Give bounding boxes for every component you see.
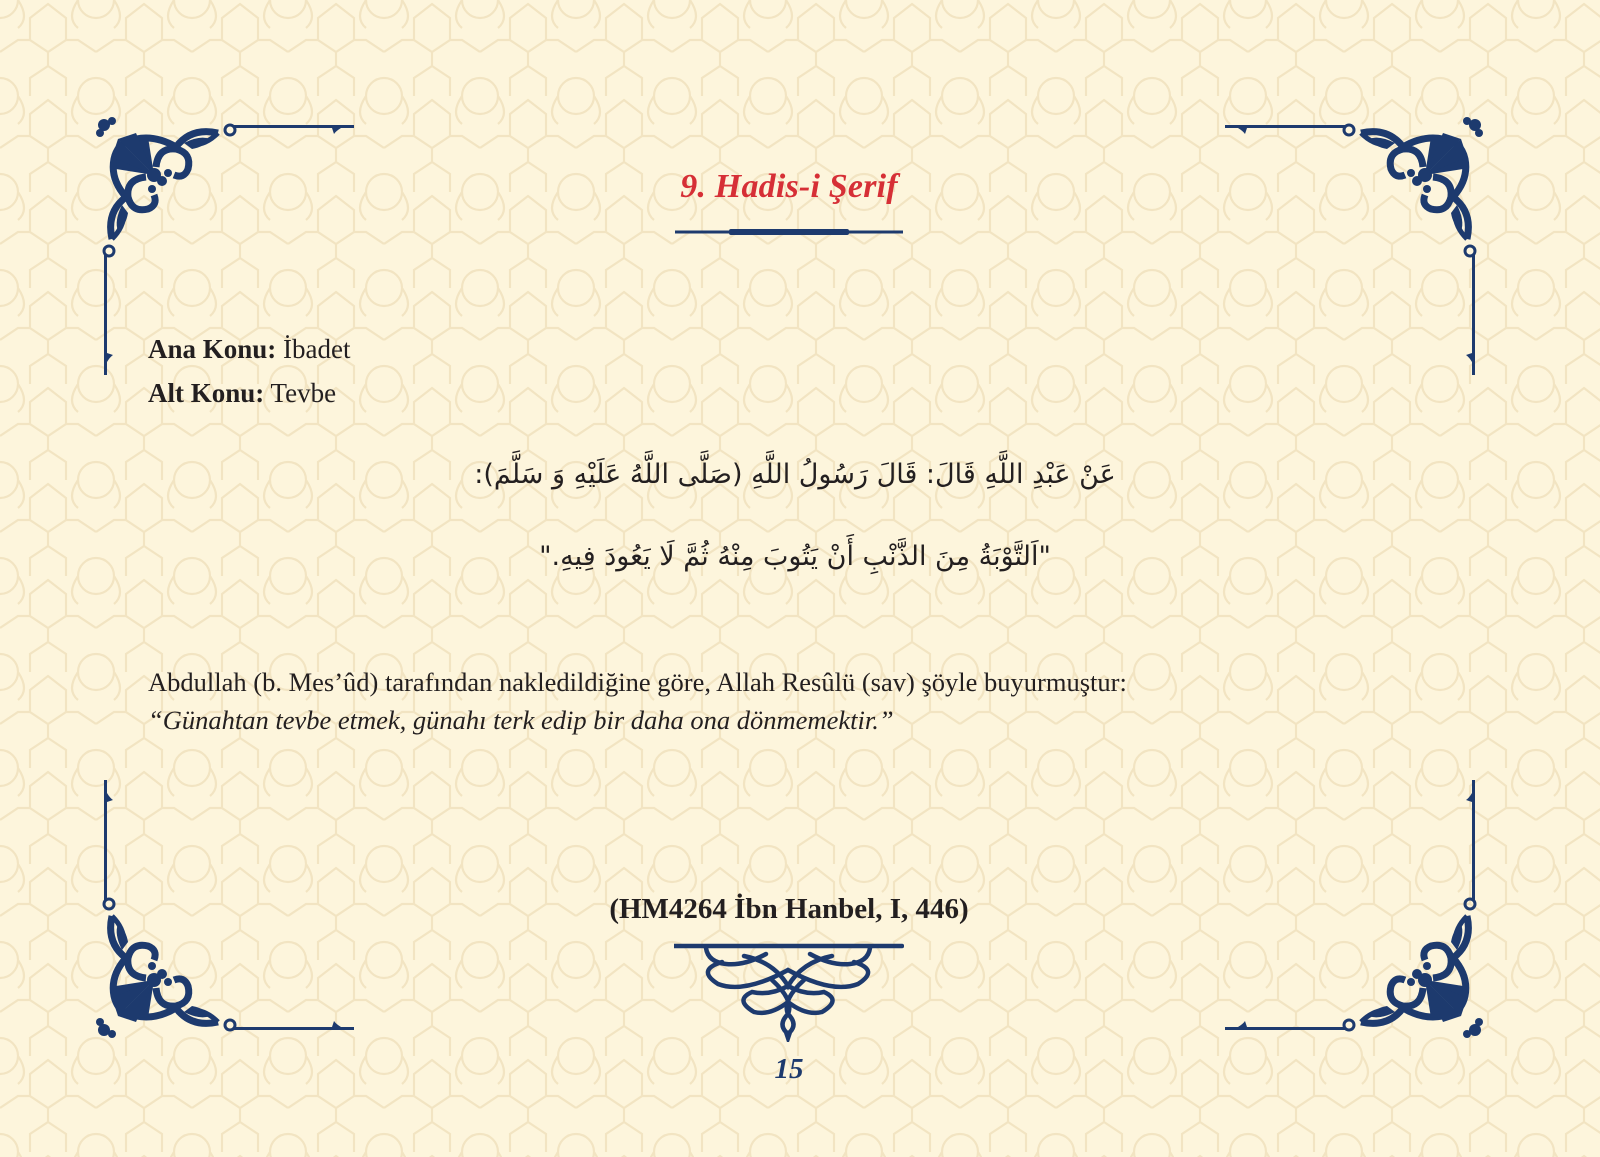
arabic-hadith: "اَلتَّوْبَةُ مِنَ الذَّنْبِ أَنْ يَتُوبَ مِنْهُ ثُمَّ لَا يَعُودَ فِيهِ." <box>539 541 1051 572</box>
page-title: 9. Hadis-i Şerif <box>680 168 898 205</box>
translation-quote: “Günahtan tevbe etmek, günahı terk edip bir daha ona dönmemektir.” <box>148 705 894 735</box>
hadith-source: (HM4264 İbn Hanbel, I, 446) <box>609 893 969 925</box>
main-topic-value: İbadet <box>283 334 351 364</box>
sub-topic-label: Alt Konu: <box>148 378 265 408</box>
corner-ornament-top-right <box>1221 117 1483 379</box>
title-divider-icon <box>675 229 903 235</box>
translation-intro: Abdullah (b. Mes’ûd) tarafından nakledildiğine göre, Allah Resûlü (sav) şöyle buyurmuştur: <box>148 667 1127 697</box>
main-topic <box>148 334 351 364</box>
knot-ornament-icon <box>674 940 904 1042</box>
arabic-isnad: عَنْ عَبْدِ اللَّهِ قَالَ: قَالَ رَسُولُ اللَّهِ (صَلَّى اللَّهُ عَلَيْهِ وَ سَلَّمَ): <box>474 459 1116 490</box>
sub-topic-value: Tevbe <box>270 378 337 408</box>
main-topic-label: Ana Konu: <box>148 334 277 364</box>
page-number: 15 <box>774 1053 804 1085</box>
sub-topic <box>148 378 336 408</box>
translation <box>148 663 1127 739</box>
